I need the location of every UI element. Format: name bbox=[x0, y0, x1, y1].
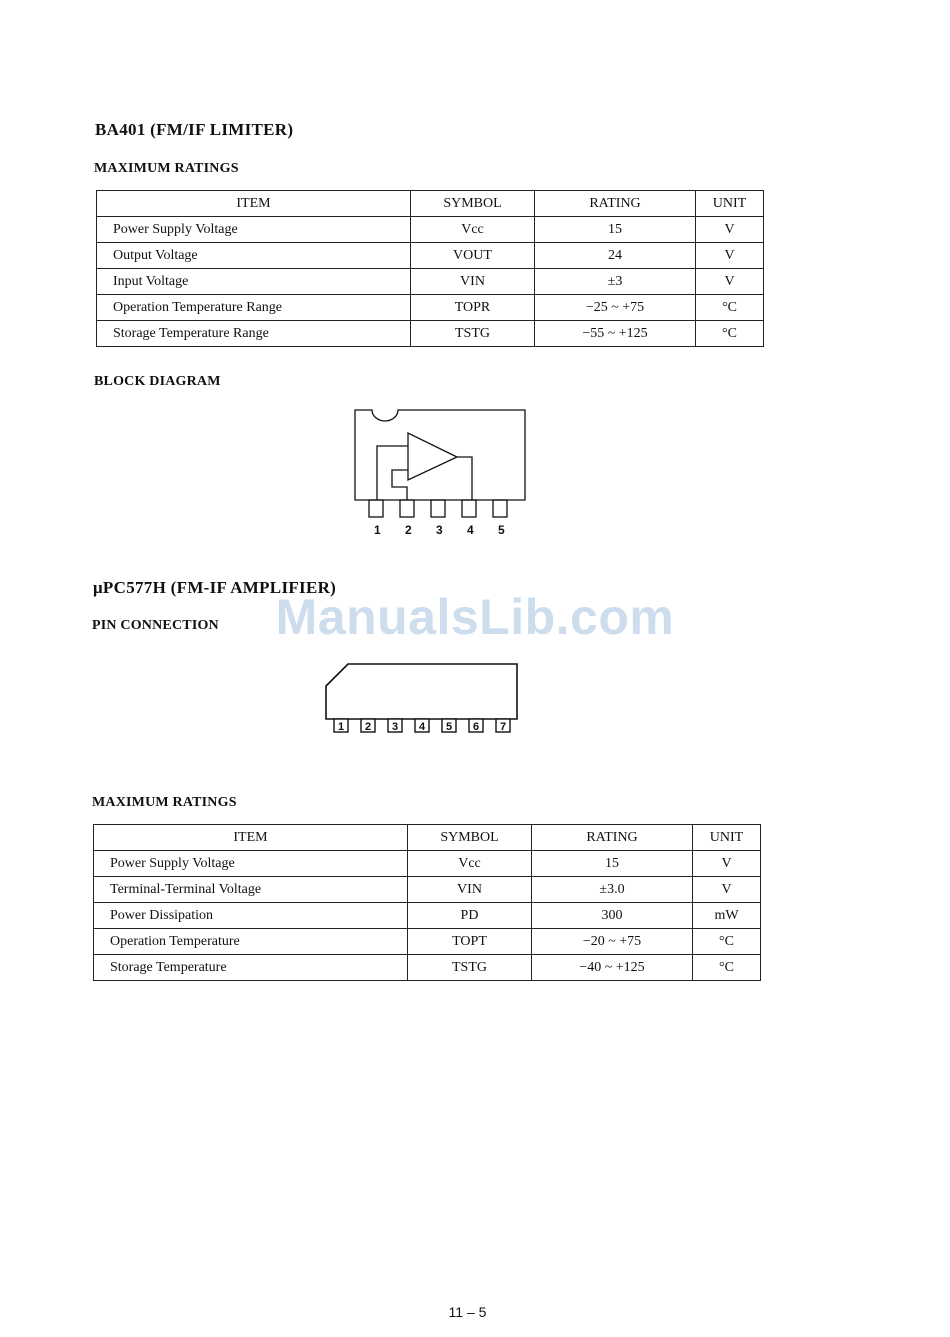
table-row bbox=[94, 903, 761, 929]
ic-package-outline bbox=[355, 410, 525, 500]
pin-label-3: 3 bbox=[436, 523, 443, 537]
cell-unit: mW bbox=[693, 903, 761, 929]
cell-item: Power Dissipation bbox=[94, 903, 408, 929]
ba401-ratings-heading: MAXIMUM RATINGS bbox=[94, 161, 239, 176]
cell-rating: ±3.0 bbox=[532, 877, 693, 903]
cell-rating: 24 bbox=[535, 243, 696, 269]
feedback-wire bbox=[457, 457, 472, 500]
cell-symbol: TOPR bbox=[411, 295, 535, 321]
block-diagram-heading: BLOCK DIAGRAM bbox=[94, 374, 221, 389]
page-number: 11 – 5 bbox=[448, 1304, 487, 1320]
cell-unit: °C bbox=[696, 321, 764, 347]
pin-label-4: 4 bbox=[467, 523, 474, 537]
pin-label-1: 1 bbox=[374, 523, 381, 537]
cell-item: Storage Temperature Range bbox=[97, 321, 411, 347]
table-row bbox=[94, 955, 761, 981]
pin-1 bbox=[369, 500, 383, 517]
header-item: ITEM bbox=[97, 191, 411, 217]
table-row bbox=[97, 295, 764, 321]
header-symbol: SYMBOL bbox=[411, 191, 535, 217]
cell-rating: 15 bbox=[532, 851, 693, 877]
cell-unit: V bbox=[696, 269, 764, 295]
cell-item: Operation Temperature Range bbox=[97, 295, 411, 321]
header-rating: RATING bbox=[535, 191, 696, 217]
pin-5 bbox=[493, 500, 507, 517]
pin-connection-heading: PIN CONNECTION bbox=[92, 618, 219, 633]
cell-item: Terminal-Terminal Voltage bbox=[94, 877, 408, 903]
cell-item: Power Supply Voltage bbox=[97, 217, 411, 243]
header-rating: RATING bbox=[532, 825, 693, 851]
cell-symbol: TSTG bbox=[408, 955, 532, 981]
bias-wire bbox=[392, 470, 408, 500]
block-diagram bbox=[345, 400, 535, 525]
cell-rating: 300 bbox=[532, 903, 693, 929]
cell-item: Operation Temperature bbox=[94, 929, 408, 955]
cell-unit: °C bbox=[693, 955, 761, 981]
pin-label-2: 2 bbox=[405, 523, 412, 537]
table-header-row bbox=[97, 191, 764, 217]
cell-symbol: VIN bbox=[408, 877, 532, 903]
table-row bbox=[97, 243, 764, 269]
pin-2 bbox=[400, 500, 414, 517]
cell-rating: −20 ~ +75 bbox=[532, 929, 693, 955]
sip-package-outline bbox=[326, 664, 517, 719]
pin-label-5: 5 bbox=[498, 523, 505, 537]
upc577h-ratings-heading: MAXIMUM RATINGS bbox=[92, 795, 237, 810]
header-unit: UNIT bbox=[693, 825, 761, 851]
cell-symbol: Vcc bbox=[411, 217, 535, 243]
cell-unit: °C bbox=[696, 295, 764, 321]
header-unit: UNIT bbox=[696, 191, 764, 217]
pin-connection-diagram bbox=[320, 660, 525, 738]
cell-item: Storage Temperature bbox=[94, 955, 408, 981]
amplifier-triangle-icon bbox=[408, 433, 457, 480]
cell-item: Output Voltage bbox=[97, 243, 411, 269]
cell-item: Power Supply Voltage bbox=[94, 851, 408, 877]
cell-unit: V bbox=[696, 243, 764, 269]
cell-rating: −40 ~ +125 bbox=[532, 955, 693, 981]
table-row bbox=[97, 321, 764, 347]
pin-number-4: 4 bbox=[418, 721, 426, 733]
pin-number-6: 6 bbox=[472, 721, 480, 733]
upc577h-ratings-table bbox=[93, 824, 761, 981]
cell-symbol: TOPT bbox=[408, 929, 532, 955]
cell-symbol: VOUT bbox=[411, 243, 535, 269]
cell-symbol: PD bbox=[408, 903, 532, 929]
pin-3 bbox=[431, 500, 445, 517]
pin-number-7: 7 bbox=[499, 721, 507, 733]
ba401-title: BA401 (FM/IF LIMITER) bbox=[95, 120, 294, 139]
pin-4 bbox=[462, 500, 476, 517]
cell-rating: −55 ~ +125 bbox=[535, 321, 696, 347]
upc577h-title: μPC577H (FM-IF AMPLIFIER) bbox=[93, 578, 337, 597]
table-row bbox=[97, 269, 764, 295]
header-symbol: SYMBOL bbox=[408, 825, 532, 851]
table-row bbox=[94, 929, 761, 955]
pin-number-2: 2 bbox=[364, 721, 372, 733]
table-row bbox=[94, 851, 761, 877]
cell-rating: ±3 bbox=[535, 269, 696, 295]
cell-unit: V bbox=[693, 851, 761, 877]
pin-number-3: 3 bbox=[391, 721, 399, 733]
table-row bbox=[94, 877, 761, 903]
header-item: ITEM bbox=[94, 825, 408, 851]
cell-rating: 15 bbox=[535, 217, 696, 243]
cell-unit: V bbox=[693, 877, 761, 903]
cell-rating: −25 ~ +75 bbox=[535, 295, 696, 321]
pin-number-5: 5 bbox=[445, 721, 453, 733]
cell-symbol: Vcc bbox=[408, 851, 532, 877]
pin-number-1: 1 bbox=[337, 721, 345, 733]
cell-symbol: TSTG bbox=[411, 321, 535, 347]
ba401-ratings-table bbox=[96, 190, 764, 347]
table-row bbox=[97, 217, 764, 243]
cell-unit: °C bbox=[693, 929, 761, 955]
cell-item: Input Voltage bbox=[97, 269, 411, 295]
watermark: ManualsLib.com bbox=[275, 589, 675, 645]
cell-symbol: VIN bbox=[411, 269, 535, 295]
table-header-row bbox=[94, 825, 761, 851]
cell-unit: V bbox=[696, 217, 764, 243]
